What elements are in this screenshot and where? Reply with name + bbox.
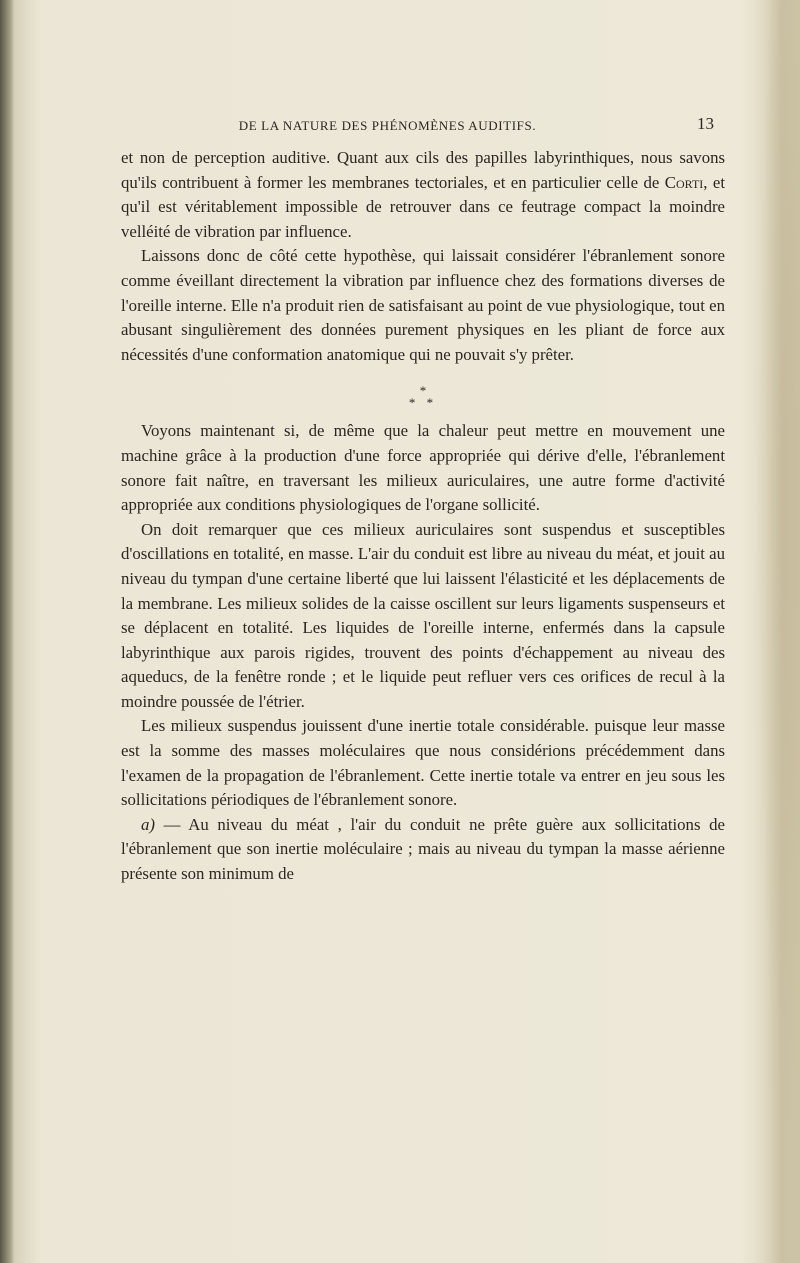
paragraph-3: Voyons maintenant si, de même que la chaleur peut mettre en mouvement une machine grâce à la production d'une force appropriée qui dérive d'elle, l'ébranlement sonore fait naître, en traversant les milieux auriculaires, une autre forme d'activité appropriée aux conditions physiologiques de l'organe sollicité. bbox=[121, 421, 725, 515]
author-name-corti: Corti bbox=[664, 172, 704, 192]
asterism-bottom: * * bbox=[408, 395, 438, 411]
page-edge-stain bbox=[752, 0, 800, 1263]
paragraph-6-label: a) bbox=[141, 814, 155, 834]
paragraph-1-text: et non de perception auditive. Quant aux cils des papilles labyrinthiques, nous savons qu'ils contribuent à former les membranes tectoriales, et en particulier celle de bbox=[121, 148, 725, 192]
running-head: DE LA NATURE DES PHÉNOMÈNES AUDITIFS. bbox=[238, 118, 537, 133]
paragraph-5: Les milieux suspendus jouissent d'une inertie totale considérable. puisque leur masse est la somme des masses moléculaires que nous considérions précédemment dans l'examen de la propagation de l'ébranlement. Cette inertie totale va entrer en jeu sous les sollicitations périodiques de l'ébranlement sonore. bbox=[121, 716, 725, 810]
paragraph-4: On doit remarquer que ces milieux auriculaires sont suspendus et susceptibles d'oscillations en totalité, en masse. L'air du conduit est libre au niveau du méat, et jouit au niveau du tympan d'une certaine liberté que lui laissent l'élasticité et les déplacements de la membrane. Les milieux solides de la caisse oscillent sur leurs ligaments suspenseurs et se déplacent en totalité. Les liquides de l'oreille interne, enfermés dans la capsule labyrinthique aux parois rigides, trouvent des points d'échappement au niveau des aqueducs, de la fenêtre ronde ; et le liquide peut refluer vers ces orifices de recul à la moindre poussée de l'étrier. bbox=[121, 519, 725, 711]
paragraph-1-end: , et qu'il est véritablement impossible de retrouver dans ce feutrage compact la moindre velléité de vibration par influence. bbox=[121, 172, 725, 241]
body-text bbox=[121, 146, 725, 887]
paragraph-1 bbox=[121, 146, 725, 244]
paragraph-6 bbox=[121, 813, 725, 887]
page-header bbox=[130, 114, 714, 138]
paragraph-6-text: — Au niveau du méat , l'air du conduit ne prête guère aux sollicitations de l'ébranlement que son inertie moléculaire ; mais au niveau du tympan la masse aérienne présente son minimum de bbox=[121, 814, 725, 884]
page-binding-shadow bbox=[0, 0, 14, 1263]
paragraph-2: Laissons donc de côté cette hypothèse, qui laissait considérer l'ébranlement sonore comme éveillant directement la vibration par influence chez des formations diverses de l'oreille interne. Elle n'a produit rien de satisfaisant au point de vue physiologique, tout en abusant singulièrement des données purement physiques en les pliant de force aux nécessités d'une conformation anatomique qui ne pouvait s'y prêter. bbox=[121, 246, 725, 364]
section-break-asterism bbox=[121, 371, 725, 419]
page-number: 13 bbox=[697, 114, 714, 133]
asterism-top: * bbox=[419, 383, 427, 399]
